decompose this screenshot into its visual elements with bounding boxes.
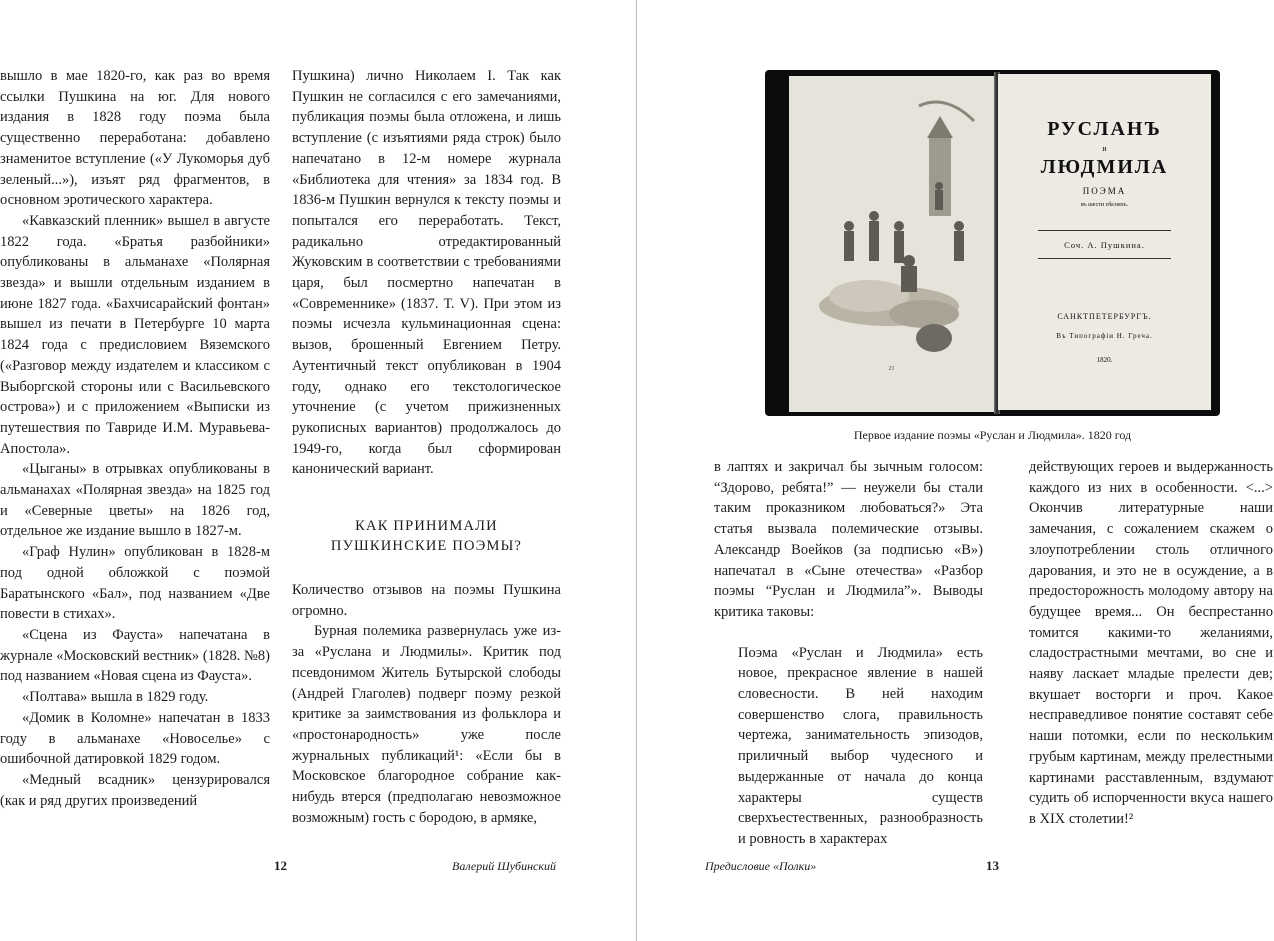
paragraph: «Граф Нулин» опубликован в 1828-м под одной обложкой с поэмой Баратынского «Бал», под названием «Две повести в стихах».	[0, 544, 270, 623]
title-rule	[1038, 230, 1171, 231]
title-rule	[1038, 258, 1171, 259]
image-caption: Первое издание поэмы «Руслан и Людмила». 1820 год	[853, 428, 1132, 442]
quote-text: Поэма «Руслан и Людмила» есть новое, прекрасное явление в нашей словесности. В ней находим совершенство слога, правильность чертежа, занимательность эпизодов, приличный выбор чудесного и выдержанные от начала до конца характеры существ сверхъестественных, разнообразность и ровность в характерах	[738, 644, 983, 847]
running-footer: Валерий Шубинский	[452, 859, 556, 873]
paragraph: Количество отзывов на поэмы Пушкина огромно.	[292, 582, 561, 619]
running-footer: Предисловие «Полки»	[705, 859, 817, 873]
page-number: 12	[274, 858, 287, 873]
left-column-1	[0, 66, 270, 811]
illustration-page-number: 21	[888, 366, 895, 372]
book-city: САНКТПЕТЕРБУРГЪ.	[1057, 312, 1152, 321]
paragraph: «Полтава» вышла в 1829 году.	[22, 689, 209, 706]
book-title-line1: РУСЛАНЪ	[1047, 118, 1162, 140]
book-subtitle-songs: въ шести пѣсняхъ.	[1080, 202, 1129, 208]
paragraph: в лаптях и закричал бы зычным голосом: “Здорово, ребята!” — неужели бы стали таким проказником любоваться?» Эта статья вызвала полемические отзывы. Александр Воейков (за подписью «В») напечатал в «Сыне отечества» «Разбор поэмы “Руслан и Людмила”». Выводы критика таковы:	[714, 459, 983, 620]
book-printer: Въ Типографіи Н. Греча.	[1056, 332, 1153, 340]
paragraph: «Медный всадник» цензурировался (как и ряд других произведений	[0, 771, 270, 809]
paragraph: «Сцена из Фауста» напечатана в журнале «Московский вестник» (1828. №8) под названием «Новая сцена из Фауста».	[0, 626, 270, 685]
book-year: 1820.	[1096, 356, 1113, 364]
right-column-1	[714, 457, 983, 850]
paragraph: вышло в мае 1820-го, как раз во время ссылки Пушкина на юг. Для нового издания в 1828 году поэма была существенно переработана: добавлено знаменитое вступление («У Лукоморья дуб зеленый...»), изъят ряд фрагментов, в основном эротического характера.	[0, 68, 270, 209]
left-page	[0, 0, 636, 941]
right-page	[637, 0, 1274, 941]
section-heading-line: КАК ПРИНИМАЛИ	[355, 518, 498, 535]
book-photo	[765, 70, 1220, 416]
section-heading-line: ПУШКИНСКИЕ ПОЭМЫ?	[330, 538, 523, 555]
paragraph: «Домик в Коломне» напечатан в 1833 году в альманахе «Новоселье» с ошибочной датировкой 1829 годом.	[0, 709, 270, 768]
book-title-conjunction: и	[1102, 144, 1107, 153]
paragraph: «Цыганы» в отрывках опубликованы в альманахах «Полярная звезда» на 1825 год и «Северные цветы» на 1826 год, отдельное же издание вышло в 1827-м.	[0, 461, 270, 540]
paragraph: действующих героев и выдержанность каждого из них в особенности. <...> Окончив литературные наши замечания, с сожалением скажем о злоупотреблении столь отличного дарования, и это не в осуждение, а в предосторожность молодому автору на будущее время... Он беспрестанно томится какими-то желаниями, сладострастными мечтами, во сне и наяву ласкает младые прелести дев; вкушает восторги и проч. Какое несправедливое понятие составят себе наши потомки, если по нескольким грубым картинам, между прелестными картинами расставленным, вздумают судить об испорченности вкуса нашего в XIX столетии!²	[1029, 459, 1273, 827]
illustration-engraving	[789, 76, 994, 412]
book-subtitle: ПОЭМА	[1082, 186, 1127, 196]
paragraph: Пушкина) лично Николаем I. Так как Пушкин не согласился с его замечаниями, публикация поэмы была отложена, и лишь вступление (с изъятиями ряда строк) было напечатано в 12-м номере журнала «Библиотека для чтения» за 1834 год. В 1836-м Пушкин вернулся к тексту поэмы и попытался его переработать. Текст, радикально отредактированный Жуковским в соответствии с требованиями царя, был посмертно напечатан в «Современнике» (1837. Т. V). При этом из поэмы исчезла кульминационная сцена: вызов, брошенный Евгением Петру. Аутентичный текст опубликован в 1904 году, однако его текстологическое уточнение (с учетом прижизненных рукописных вариантов) продолжалось до 1949-го, когда был сформирован канонический вариант.	[292, 68, 561, 478]
paragraph: «Кавказский пленник» вышел в августе 1822 года. «Братья разбойники» опубликованы в альманахе «Полярная звезда» и вышли отдельным изданием в июне 1827 года. «Бахчисарайский фонтан» вышел из печати в Петербурге 10 марта 1824 года с предисловием Вяземского («Разговор между издателем и классиком с Выборгской стороны или с Васильевского острова») и с приложением «Выписки из путешествия по Тавриде И.М. Муравьева-Апостола».	[0, 212, 270, 457]
book-title-line2: ЛЮДМИЛА	[1040, 156, 1169, 178]
left-column-2	[292, 66, 561, 829]
right-column-2	[1029, 457, 1273, 830]
illustration-page	[789, 76, 994, 412]
block-quote	[738, 643, 983, 850]
paragraph: Бурная полемика развернулась уже из-за «Руслана и Людмилы». Критик под псевдонимом Житель Бутырской слободы (Андрей Глаголев) подверг поэму резкой критике за заимствования из фольклора и «простонародность» уже после журнальных публикаций¹: «Если бы в Московское благородное собрание как-нибудь втерся (предполагаю невозможное возможным) гость с бородою, в армяке,	[292, 623, 561, 826]
title-page	[998, 74, 1211, 410]
book-author: Соч. А. Пушкина.	[1064, 240, 1145, 250]
section-heading	[292, 516, 561, 556]
page-number: 13	[986, 858, 999, 873]
